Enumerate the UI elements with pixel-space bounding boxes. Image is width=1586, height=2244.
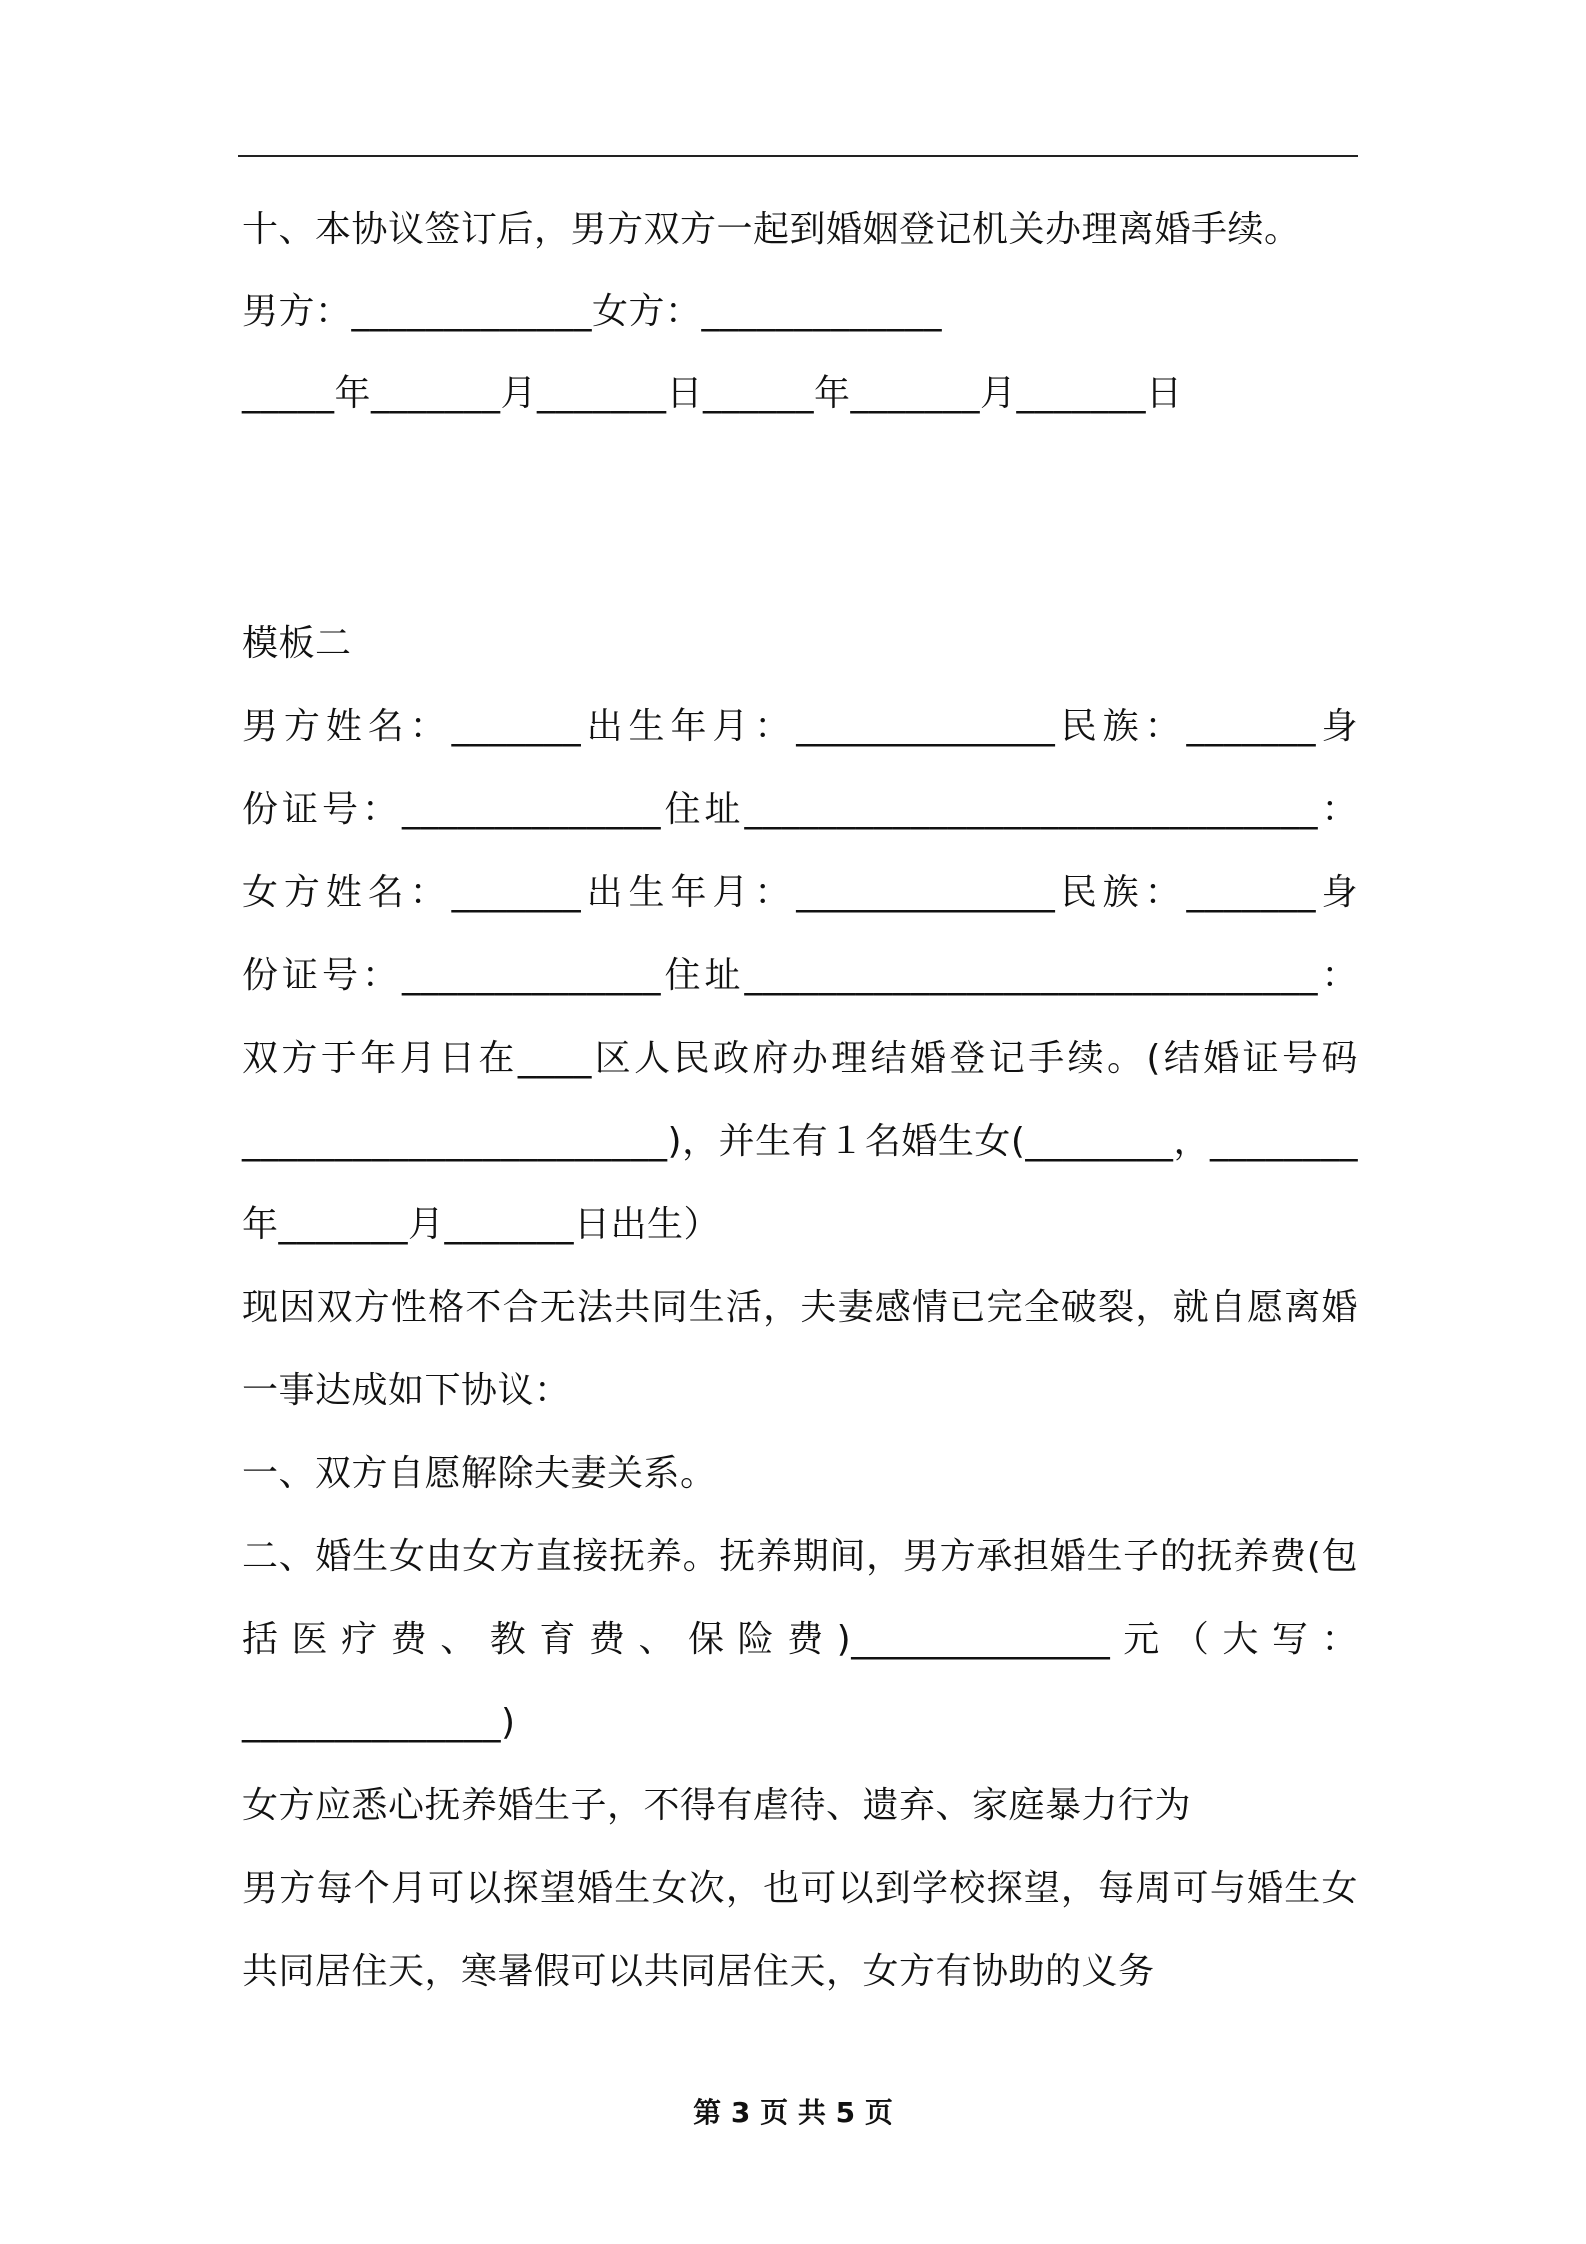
clause-1-line: 一、双方自愿解除夫妻关系。 (242, 1453, 717, 1494)
reason-line-1: 现因双方性格不合无法共同生活，夫妻感情已完全破裂，就自愿离婚 (242, 1287, 1358, 1328)
reason-line-2: 一事达成如下协议： (242, 1370, 571, 1411)
male-info-line-1: 男方姓名：_______出生年月：______________民族：_______身 (242, 706, 1358, 747)
male-info-line-2: 份证号：______________住址_______________________________： (242, 789, 1358, 830)
female-info-line-1: 女方姓名：_______出生年月：______________民族：_______身 (242, 872, 1358, 913)
clause-2-line-1: 二、婚生女由女方直接抚养。抚养期间，男方承担婚生子的抚养费(包 (242, 1536, 1358, 1577)
header-divider (238, 155, 1358, 157)
female-info-line-2: 份证号：______________住址_______________________________： (242, 955, 1358, 996)
marriage-registration-line: 双方于年月日在____区人民政府办理结婚登记手续。(结婚证号码 (242, 1038, 1358, 1079)
clause-2-line-3: ______________) (242, 1702, 516, 1743)
date-line: _____年_______月_______日______年_______月_______日 (242, 373, 1183, 414)
signature-line: 男方：_____________女方：_____________ (242, 291, 943, 332)
visitation-line-1: 男方每个月可以探望婚生女次，也可以到学校探望，每周可与婚生女 (242, 1868, 1358, 1909)
clause-2-line-2: 括医疗费、教育费、保险费)______________元（大写： (242, 1619, 1358, 1660)
certificate-child-line: _______________________)，并生有１名婚生女(________，________ (242, 1121, 1358, 1162)
template-two-heading: 模板二 (242, 623, 352, 664)
visitation-line-2: 共同居住天，寒暑假可以共同居住天，女方有协助的义务 (242, 1951, 1155, 1992)
child-birth-line: 年_______月_______日出生） (242, 1204, 721, 1245)
page-number: 第 3 页 共 5 页 (693, 2096, 893, 2129)
clause-10-line: 十、本协议签订后，男方双方一起到婚姻登记机关办理离婚手续。 (242, 209, 1301, 250)
care-obligation-line: 女方应悉心抚养婚生子，不得有虐待、遗弃、家庭暴力行为 (242, 1785, 1192, 1826)
